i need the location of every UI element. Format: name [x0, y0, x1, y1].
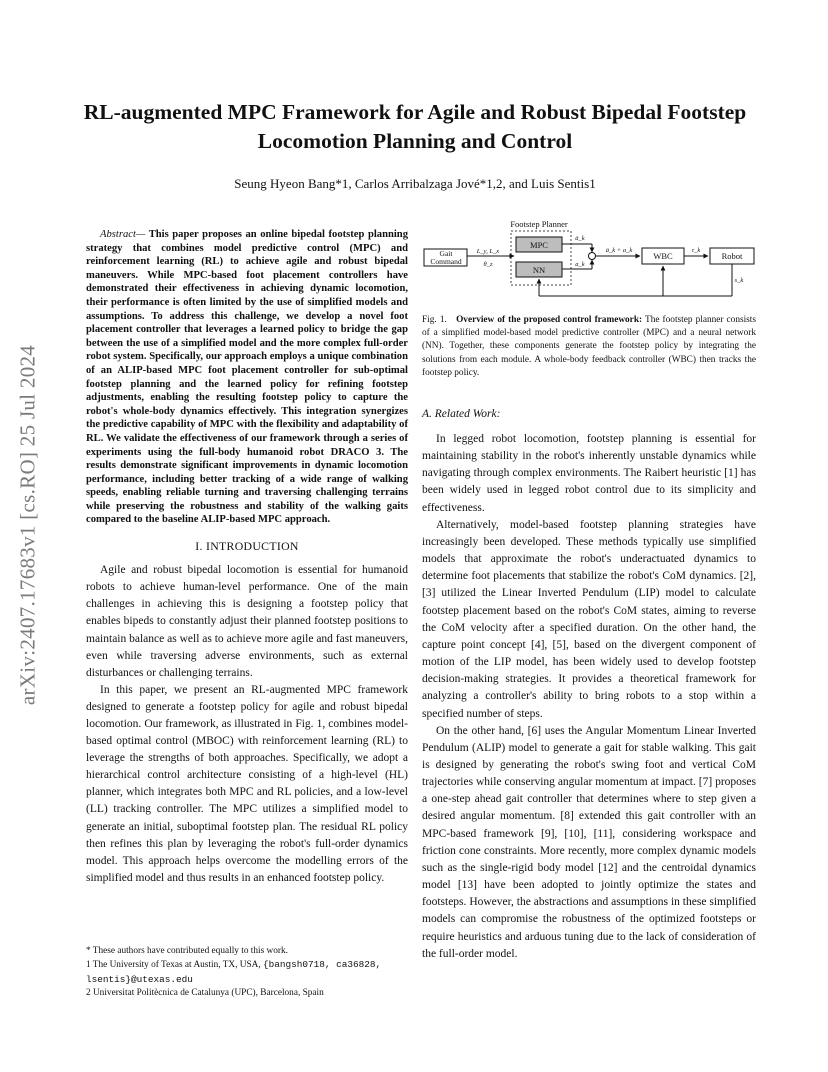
caption-text: The footstep planner consists of a simplified model-based model predictive controller (MPC) and a neural network (NN). Together, these components generate the footstep policy by integrating the solutions from each module. A whole-body feedback controller (WBC) then tracks the footstep policy. [422, 315, 757, 378]
nn-label: NN [532, 265, 546, 275]
abstract-text: This paper proposes an online bipedal footstep planning strategy that combines model predictive control (MPC) and reinforcement learning (RL) to achieve agile and robust bipedal maneuvers. While MPC-based foot placement controllers have demonstrated their effectiveness in achieving dynamic locomotion, their performance is often limited by the use of simplified models and assumptions. To address this challenge, we develop a novel foot placement controller that leverages a learned policy to bridge the gap between the use of a simplified model and the more complex full-order robot system. Specifically, our approach employs a unique combination of an ALIP-based MPC foot placement controller for sub-optimal footstep planning and the learned policy for refining footstep adjustments, enabling the resulting footstep policy to capture the robot's whole-body dynamics effectively. This integration synergizes the predictive capability of MPC with the flexibility and adaptability of RL. We validate the effectiveness of our framework through a series of experiments using the full-body humanoid robot DRACO 3. The results demonstrate significant improvements in dynamic locomotion performance, including better tracking of a wide range of walking speeds, enabling reliable turning and traversing challenging terrains while preserving the robustness and stability of the walking gaits compared to the baseline ALIP-based MPC approach. [86, 229, 408, 526]
footnote-equal-contribution: * These authors have contributed equally to this work. [86, 946, 288, 956]
tau-label: τ_k [691, 247, 701, 254]
caption-label: Fig. 1. [422, 315, 447, 325]
figure-control-framework [422, 218, 756, 310]
a-bar-label: ā_k [575, 235, 585, 242]
related-paragraph-2: Alternatively, model-based footstep planning strategies have increasingly been developed. These methods typically use simplified models that approximate the robot's underactuated dynamics to determine foot placements that stabilize the robot's CoM dynamics. [2], [3] utilized the Linear Inverted Pendulum (LIP) model to calculate footstep placement based on the robot's CoM states, aiming to reverse the CoM velocity after a specified duration. On the other hand, the capture point concept [4], [5], based on the divergent component of motion of the LIP model, has been widely used to develop footstep decision-making strategies. It provides a theoretical framework for analyzing a controller's ability to bring robots to a stop within a specified number of steps. [422, 518, 756, 720]
abstract: Abstract— This paper proposes an online bipedal footstep planning strategy that combines model predictive control (MPC) and reinforcement learning (RL) to achieve agile and robust bipedal maneuvers. While MPC-based foot placement controllers have demonstrated their effectiveness in achieving dynamic locomotion, their performance is often limited by the use of simplified models and assumptions. To address this challenge, we develop a novel foot placement controller that leverages a learned policy to bridge the gap between the use of a simplified model and the more complex full-order robot system. Specifically, our approach employs a unique combination of an ALIP-based MPC foot placement controller for sub-optimal footstep planning and the learned policy for refining footstep adjustments, enabling the resulting footstep policy to capture the robot's whole-body dynamics effectively. This integration synergizes the predictive capability of MPC with the flexibility and adaptability of RL. We validate the effectiveness of our framework through a series of experiments using the full-body humanoid robot DRACO 3. The results demonstrate significant improvements in dynamic locomotion performance, including better tracking of a wide range of walking speeds, enabling reliable turning and traversing challenging terrains while preserving the robustness and stability of the walking gaits compared to the baseline ALIP-based MPC approach. [86, 229, 408, 526]
a-k-label: a_k [575, 261, 585, 268]
abstract-label: Abstract [100, 229, 136, 240]
right-column-text [422, 431, 756, 963]
caption-bold: Overview of the proposed control framework: [456, 315, 643, 325]
arxiv-sidebar [8, 290, 48, 760]
footnote-emails: {bangsh0718, ca36828, lsentis}@utexas.edu [86, 959, 382, 985]
intro-paragraph-2: In this paper, we present an RL-augmented MPC framework designed to generate a footstep policy for agile and robust bipedal locomotion. Our framework, as illustrated in Fig. 1, combines model-based optimal control (MBOC) with reinforcement learning (RL) to leverage the strengths of both approaches. Specifically, we adopt a hierarchical control architecture consisting of a high-level (HL) planner, which integrates both MPC and RL policies, and a low-level (LL) tracking controller. The MPC utilizes a simplified model to generate an initial, suboptimal footstep plan. The residual RL policy then refines this plan by leveraging the robot's full-order dynamics model. This approach helps overcome the modelling errors of the simplified model and thus results in an enhanced footstep policy. [86, 683, 408, 884]
paper-title: RL-augmented MPC Framework for Agile and Robust Bipedal Footstep Locomotion Planning and Control [83, 100, 747, 153]
sum-output-label: ā_k + a_k [605, 247, 633, 254]
desired-inputs-label: L_y, L_x [476, 248, 500, 255]
subsection-heading-related-work: A. Related Work: [422, 408, 501, 420]
footstep-planner-label: Footstep Planner [510, 219, 568, 229]
framework-diagram [422, 218, 756, 310]
gait-command-line1: Gait [439, 249, 453, 258]
author-list: Seung Hyeon Bang*1, Carlos Arribalzaga Jové*1,2, and Luis Sentis1 [234, 176, 596, 191]
footnote-affiliation-2: 2 Universitat Politècnica de Catalunya (UPC), Barcelona, Spain [86, 988, 324, 999]
robot-label: Robot [721, 251, 743, 261]
footnote-affiliation-1: 1 The University of Texas at Austin, TX, USA, {bangsh0718, ca36828, lsentis}@utexas.edu [86, 959, 382, 985]
wbc-label: WBC [653, 251, 673, 261]
arxiv-identifier: arXiv:2407.17683v1 [cs.RO] 25 Jul 2024 [15, 344, 40, 706]
related-paragraph-1: In legged robot locomotion, footstep planning is essential for maintaining stability in the robot's inherently unstable dynamics while navigating through complex environments. The Raibert heuristic [1] has been widely used in legged robot control due to its simplicity and effectiveness. [422, 433, 756, 514]
sum-node [589, 253, 596, 260]
figure-caption [422, 314, 756, 380]
mpc-label: MPC [530, 240, 548, 250]
related-paragraph-3: On the other hand, [6] uses the Angular Momentum Linear Inverted Pendulum (ALIP) model to generate a gait for stable walking. This gait is designed by generating the robot's swing foot and vertical CoM trajectories while conserving angular momentum at impact. [7] proposes a one-step ahead gait controller that determines where to step given a desired angular momentum. [8] extended this gait controller with an MPC-based framework [9], [10], [11], considering workspace and friction cone constraints. More recently, more complex dynamic models such as the single-rigid body model [12] and the centroidal dynamics model [13] have been adopted to jointly optimize the states and footsteps. However, the abstractions and assumptions in these simplified models can compromise the robustness of the optimized footsteps or require heuristics and arduous tuning due to the lack of consideration of the full-order model. [422, 724, 756, 960]
left-column [86, 228, 408, 887]
state-label: s_k [734, 277, 744, 284]
section-heading-introduction: I. INTRODUCTION [195, 539, 299, 554]
footnotes [86, 945, 408, 1001]
desired-heading-label: θ_z [483, 261, 493, 268]
intro-paragraph-1: Agile and robust bipedal locomotion is essential for humanoid robots to achieve human-level performance. One of the main challenges in achieving this is designing a footstep policy that enables bipeds to constantly adjust their planned footstep positions to maintain balance as well as to achieve more agile and fast maneuvers, even while traversing adverse environments, such as external disturbances or challenging terrains. [86, 564, 408, 679]
gait-command-line2: Command [430, 257, 462, 266]
